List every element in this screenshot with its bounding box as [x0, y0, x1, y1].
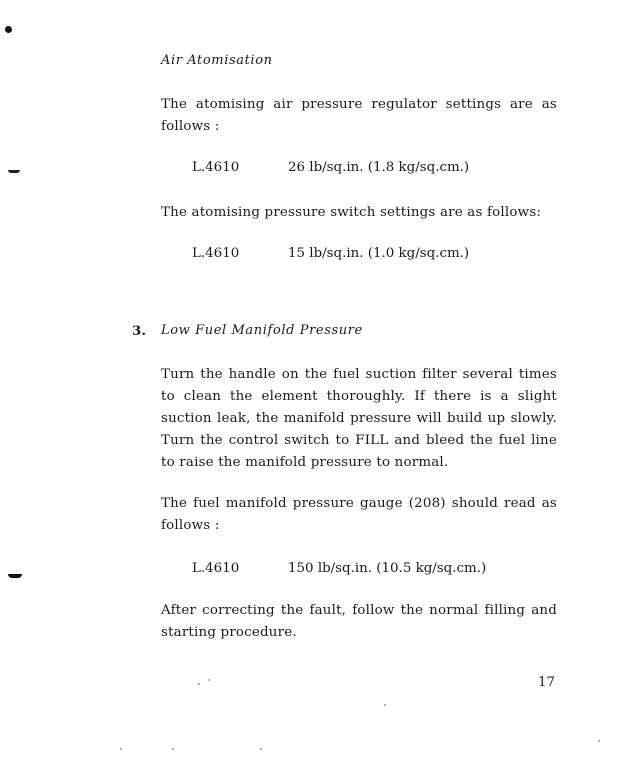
- spec-model: L.4610: [192, 160, 240, 175]
- punch-hole-mark: [5, 26, 12, 33]
- scan-speck: [208, 679, 210, 681]
- air-regulator-spec-row: [192, 160, 469, 175]
- air-regulator-paragraph: The atomising air pressure regulator settings are as follows :: [161, 97, 557, 134]
- page-number: 17: [538, 675, 556, 690]
- scan-speck: [384, 704, 386, 706]
- scan-speck: [120, 748, 122, 750]
- scan-speck: [598, 740, 600, 742]
- spec-model: L.4610: [192, 246, 240, 261]
- binding-mark: [8, 170, 20, 173]
- low-fuel-manifold-heading: Low Fuel Manifold Pressure: [161, 323, 363, 338]
- scan-speck: [260, 748, 262, 750]
- binding-mark: [8, 574, 22, 578]
- spec-model: L.4610: [192, 561, 240, 576]
- air-atomisation-heading: Air Atomisation: [161, 53, 273, 68]
- gauge-spec-row: [192, 561, 486, 576]
- after-correction-paragraph: After correcting the fault, follow the normal filling and starting procedure.: [161, 603, 557, 640]
- scan-speck: [172, 748, 174, 750]
- spec-value: 15 lb/sq.in. (1.0 kg/sq.cm.): [288, 246, 470, 261]
- section-number: 3.: [132, 323, 146, 339]
- scan-speck: [198, 683, 200, 685]
- air-switch-paragraph: The atomising pressure switch settings are as follows:: [161, 205, 542, 220]
- spec-value: 26 lb/sq.in. (1.8 kg/sq.cm.): [288, 160, 470, 175]
- spec-value: 150 lb/sq.in. (10.5 kg/sq.cm.): [288, 561, 487, 576]
- air-switch-spec-row: [192, 246, 469, 261]
- gauge-paragraph: The fuel manifold pressure gauge (208) should read as follows :: [161, 496, 557, 533]
- suction-filter-paragraph: Turn the handle on the fuel suction filter several times to clean the element thoroughly. If there is a slight suction leak, the manifold pressure will build up slowly. Turn the control switch to FILL and bleed the fuel line to raise the manifold pressure to normal.: [161, 367, 557, 470]
